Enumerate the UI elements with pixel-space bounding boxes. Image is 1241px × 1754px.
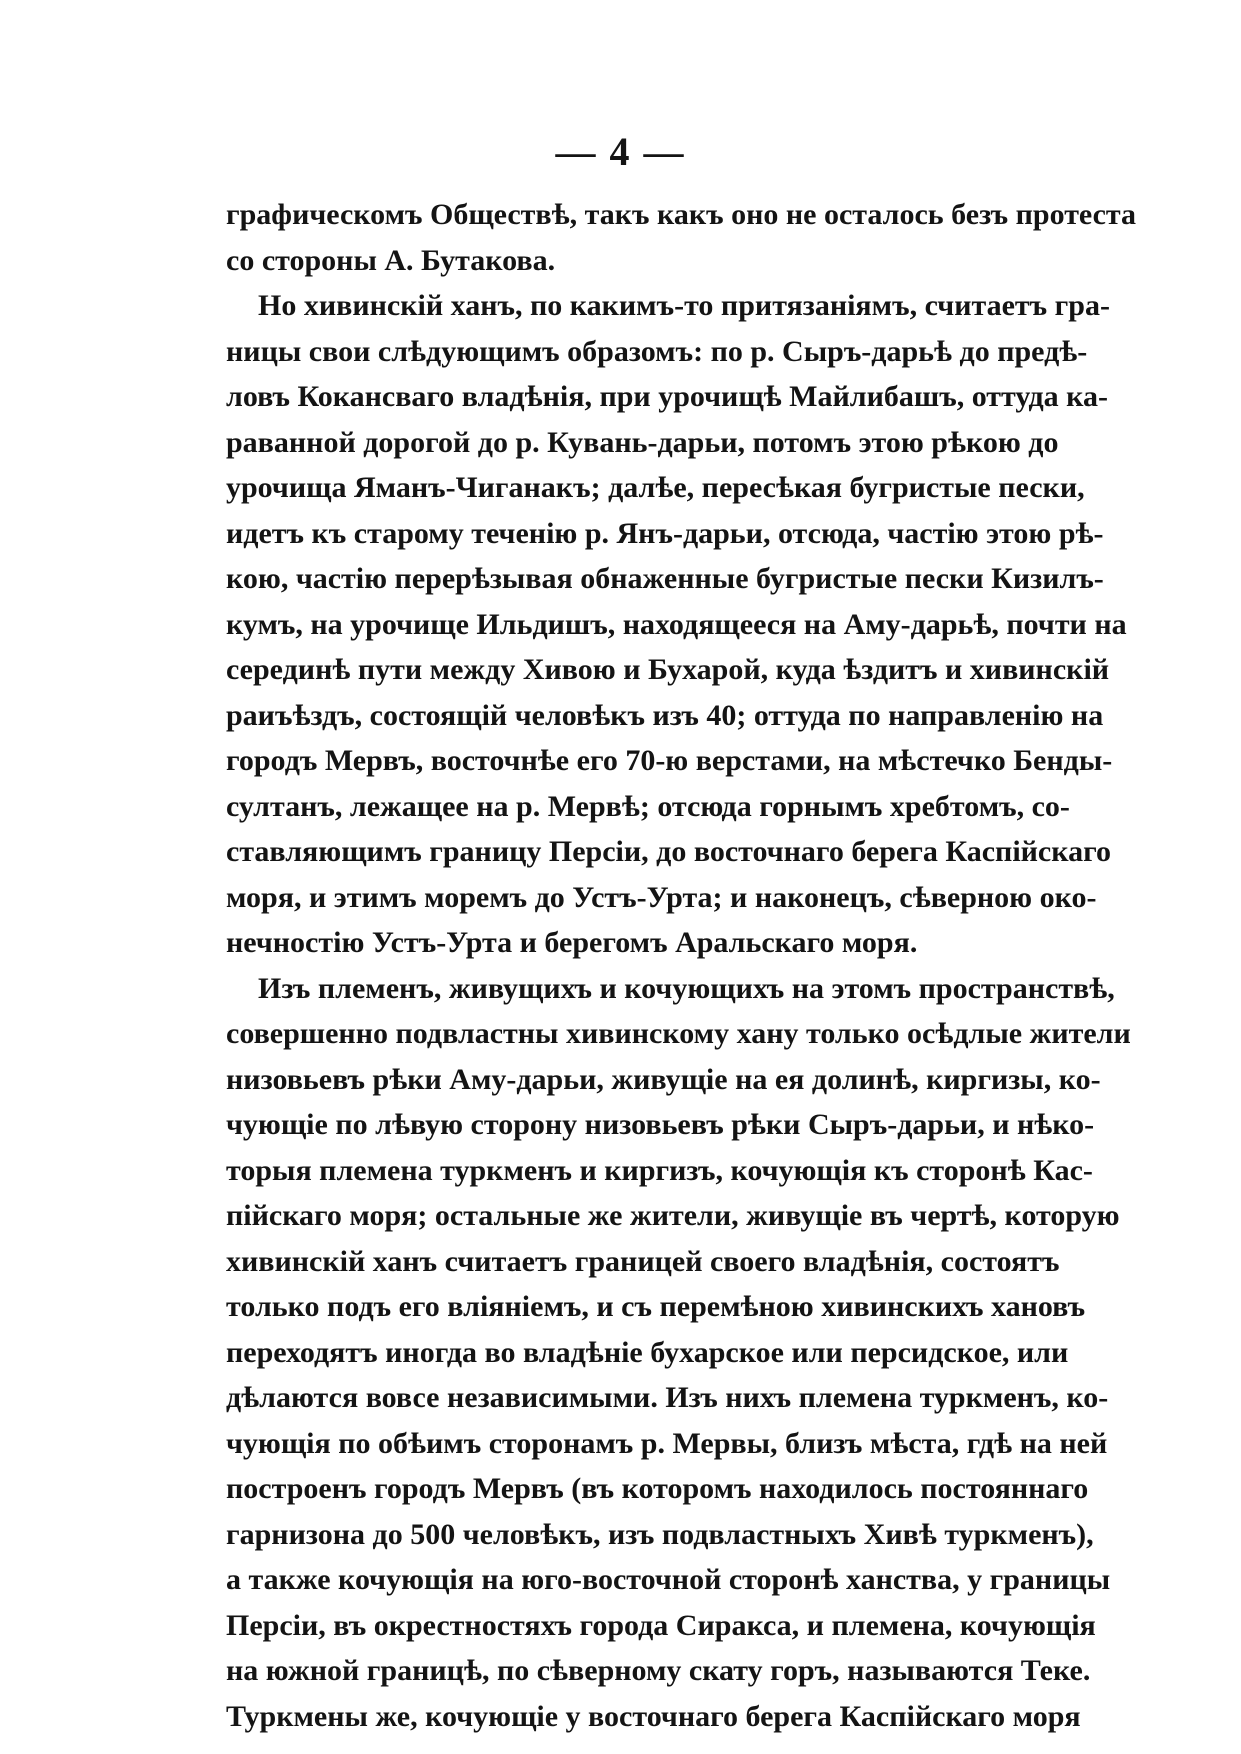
text-line: торыя племена туркменъ и киргизъ, кочующія къ сторонѣ Кас- — [226, 1153, 1093, 1187]
text-line: совершенно подвластны хивинскому хану только осѣдлые жители — [226, 1017, 1131, 1050]
text-line: на южной границѣ, по сѣверному скату горъ, называются Теке. — [226, 1654, 1091, 1687]
text-line: раиъѣздъ, состоящій человѣкъ изъ 40; оттуда по направленію на — [226, 698, 1104, 732]
text-line: султанъ, лежащее на р. Мервѣ; отсюда горнымъ хребтомъ, со- — [226, 789, 1070, 823]
text-line: чующія по обѣимъ сторонамъ р. Мервы, близъ мѣста, гдѣ на ней — [226, 1426, 1108, 1460]
text-line: нечностію Устъ-Урта и берегомъ Аральскаго моря. — [226, 926, 918, 959]
text-line: городъ Мервъ, восточнѣе его 70-ю верстами, на мѣстечко Бенды- — [226, 744, 1113, 777]
text-line: ницы свои слѣдующимъ образомъ: по р. Сыръ-дарьѣ до предѣ- — [226, 334, 1088, 368]
text-line: чующіе по лѣвую сторону низовьевъ рѣки Сыръ-дарьи, и нѣко- — [226, 1108, 1095, 1141]
text-line: кумъ, на урочище Ильдишъ, находящееся на Аму-дарьѣ, почти на — [226, 607, 1127, 641]
text-line: серединѣ пути между Хивою и Бухарой, куда ѣздитъ и хивинскій — [226, 653, 1110, 686]
text-line: со стороны А. Бутакова. — [226, 243, 556, 277]
text-line: ставляющимъ границу Персіи, до восточнаго берега Каспійскаго — [226, 835, 1111, 868]
text-line: кою, частію перерѣзывая обнаженные бугристые пески Кизилъ- — [226, 562, 1104, 595]
text-line: Туркмены же, кочующіе у восточнаго берега Каспійскаго моря — [226, 1699, 1081, 1733]
text-line: Изъ племенъ, живущихъ и кочующихъ на этомъ пространствѣ, — [258, 971, 1115, 1005]
text-line: только подъ его вліяніемъ, и съ перемѣною хивинскихъ хановъ — [226, 1290, 1086, 1323]
text-line: Персіи, въ окрестностяхъ города Сиракса, и племена, кочующія — [226, 1608, 1096, 1642]
page-number: — 4 — — [555, 129, 686, 174]
text-line: пійскаго моря; остальные же жители, живущіе въ чертѣ, которую — [226, 1199, 1120, 1232]
text-line: построенъ городъ Мервъ (въ которомъ находилось постояннаго — [226, 1472, 1089, 1505]
text-line: а также кочующія на юго-восточной сторонѣ ханства, у границы — [226, 1563, 1111, 1596]
text-line: переходятъ иногда во владѣніе бухарское или персидское, или — [226, 1335, 1069, 1369]
text-line: гарнизона до 500 человѣкъ, изъ подвластныхъ Хивѣ туркменъ), — [226, 1517, 1094, 1551]
text-line: низовьевъ рѣки Аму-дарьи, живущіе на ея долинѣ, киргизы, ко- — [226, 1062, 1101, 1096]
text-line: идетъ къ старому теченію р. Янъ-дарьи, отсюда, частію этою рѣ- — [226, 516, 1104, 550]
text-line: графическомъ Обществѣ, такъ какъ оно не осталось безъ протеста — [226, 198, 1137, 231]
body-text — [226, 192, 1137, 1739]
text-line: хивинскій ханъ считаетъ границей своего владѣнія, состоятъ — [226, 1244, 1060, 1278]
text-line: Но хивинскій ханъ, по какимъ-то притязаніямъ, считаетъ гра- — [258, 289, 1110, 322]
text-line: дѣлаются вовсе независимыми. Изъ нихъ племена туркменъ, ко- — [226, 1381, 1109, 1414]
text-line: моря, и этимъ моремъ до Устъ-Урта; и наконецъ, сѣверною око- — [226, 880, 1097, 914]
text-line: ловъ Кокансваго владѣнія, при урочищѣ Майлибашъ, оттуда ка- — [226, 380, 1108, 413]
text-line: урочища Яманъ-Чиганакъ; далѣе, пересѣкая бугристые пески, — [226, 471, 1085, 504]
text-line: раванной дорогой до р. Кувань-дарьи, потомъ этою рѣкою до — [226, 425, 1059, 459]
